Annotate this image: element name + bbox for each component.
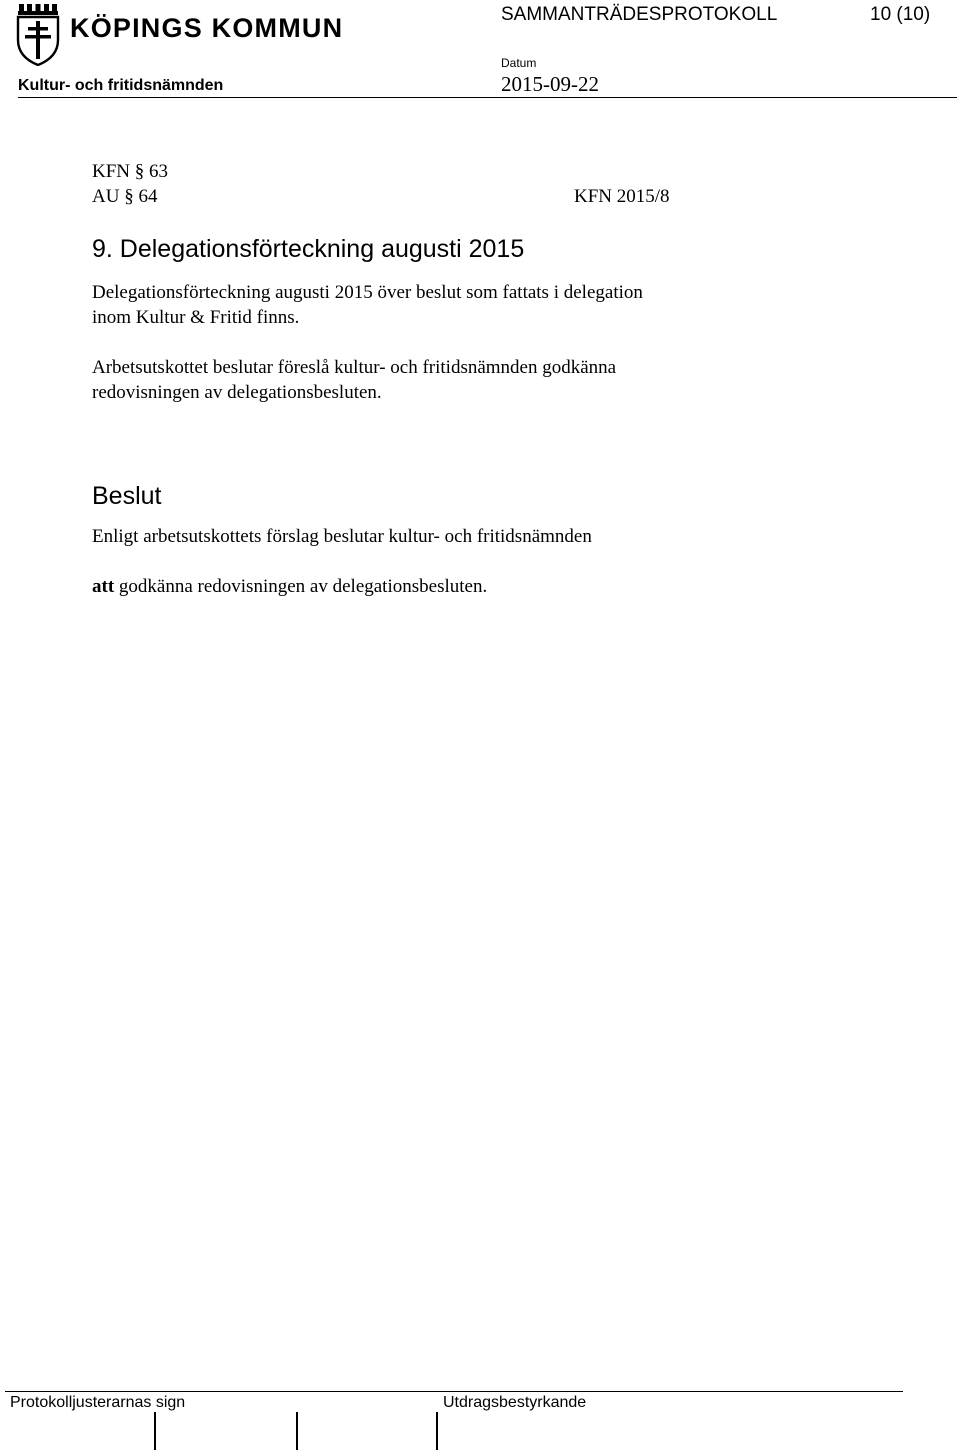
document-type: SAMMANTRÄDESPROTOKOLL: [501, 4, 778, 25]
diarie-number: KFN 2015/8: [574, 186, 670, 207]
paragraph-2-line-1: Arbetsutskottet beslutar föreslå kultur- och fritidsnämnden godkänna: [92, 357, 617, 378]
signature-field-divider: [296, 1412, 298, 1450]
item-heading: 9. Delegationsförteckning augusti 2015: [92, 235, 525, 263]
au-number: 64: [138, 186, 158, 207]
organization-name: KÖPINGS KOMMUN: [70, 13, 344, 43]
paragraph-2-line-2: redovisningen av delegationsbesluten.: [92, 382, 382, 403]
header-divider: [18, 97, 957, 98]
paragraph-1-line-2: inom Kultur & Fritid finns.: [92, 307, 300, 328]
signature-field-divider: [154, 1412, 156, 1450]
paragraph-1-line-1: Delegationsförteckning augusti 2015 över beslut som fattats i delegation: [92, 282, 643, 303]
committee-name: Kultur- och fritidsnämnden: [18, 77, 224, 94]
date-label: Datum: [501, 56, 537, 70]
certification-label: Utdragsbestyrkande: [443, 1394, 587, 1411]
au-paragraph-ref: [92, 186, 157, 208]
certification-field-divider: [436, 1412, 438, 1450]
au-prefix: AU: [92, 186, 120, 207]
coat-of-arms-logo: [16, 4, 60, 66]
section-sign-icon: §: [124, 186, 134, 207]
section-sign-icon: §: [134, 161, 145, 182]
att-keyword: att: [92, 576, 115, 597]
signature-label: Protokolljusterarnas sign: [10, 1394, 186, 1411]
date-value: 2015-09-22: [501, 72, 599, 96]
decision-heading: Beslut: [92, 482, 162, 510]
decision-text: godkänna redovisningen av delegationsbesluten.: [114, 576, 488, 597]
kfn-paragraph-ref: [92, 161, 168, 183]
kfn-number: 63: [149, 161, 169, 182]
footer-divider: [5, 1391, 903, 1392]
decision-att-line: [92, 574, 487, 599]
page-number: 10 (10): [870, 4, 931, 25]
kfn-prefix: KFN: [92, 161, 131, 182]
decision-intro: Enligt arbetsutskottets förslag beslutar kultur- och fritidsnämnden: [92, 526, 592, 547]
